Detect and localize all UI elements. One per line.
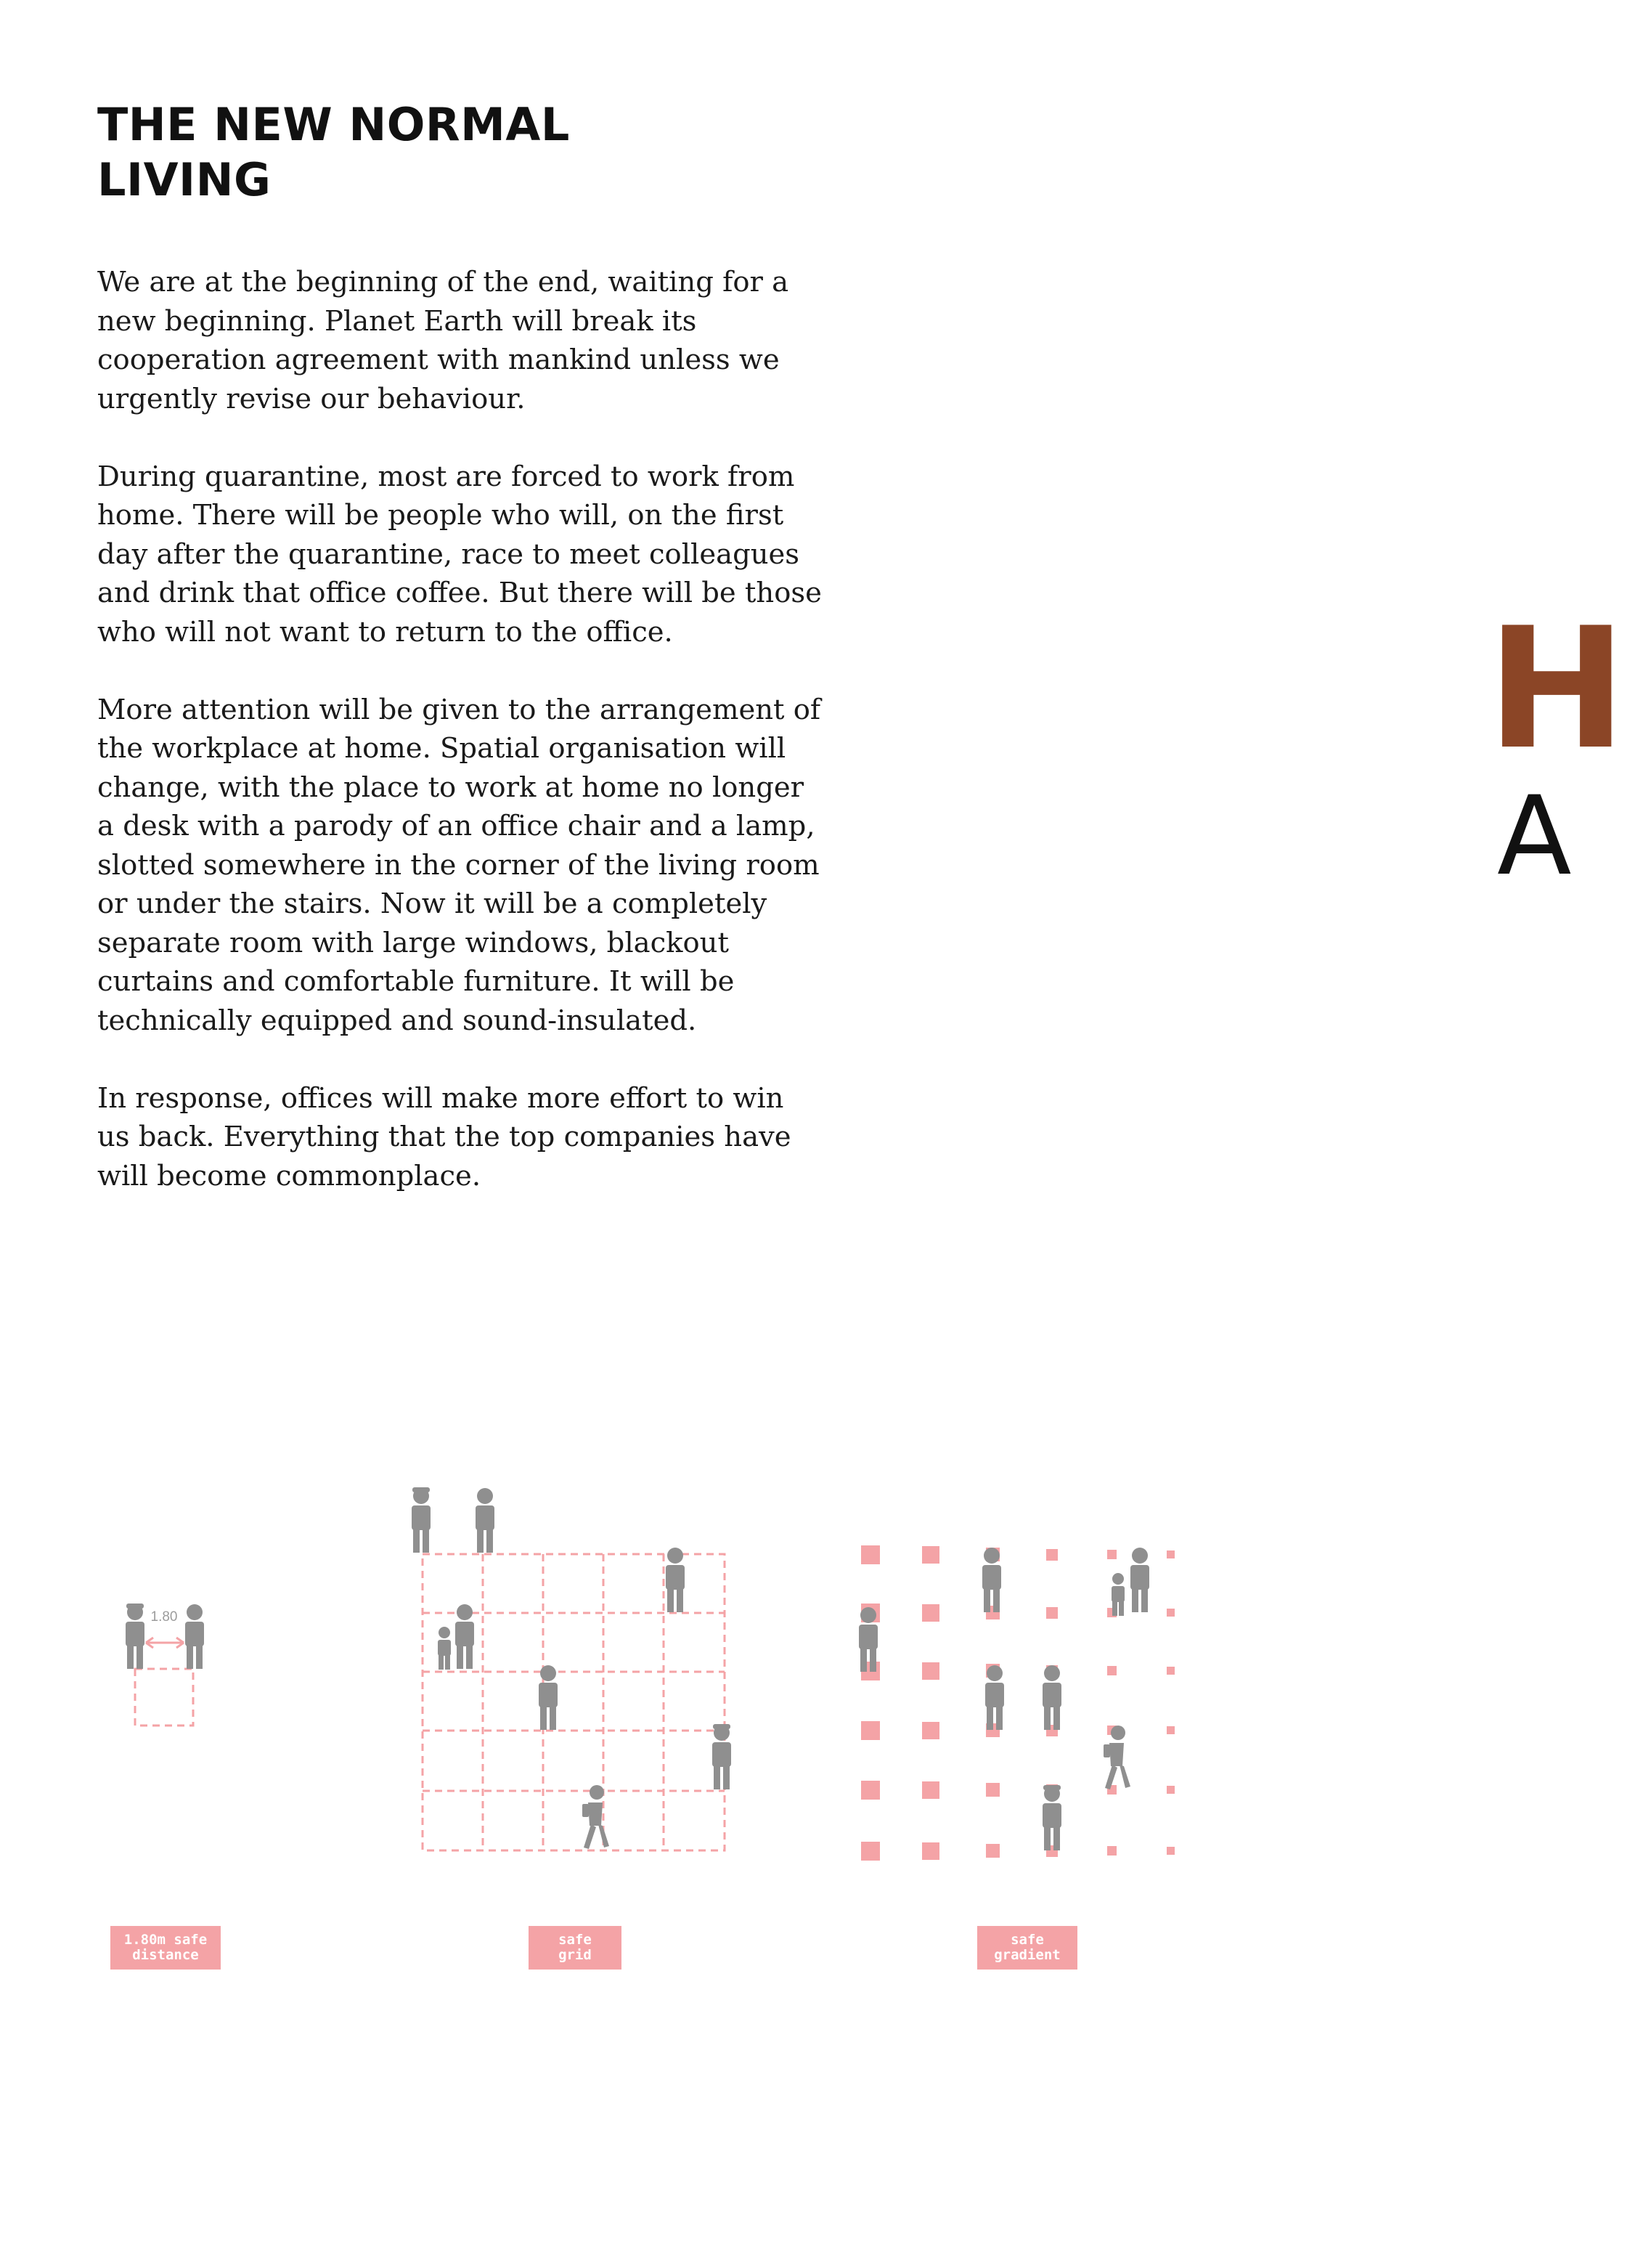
label-safe-distance [110,1926,221,1970]
label-line: grid [558,1947,592,1963]
page-title-line-1: THE NEW NORMAL [97,98,570,151]
paragraph: More attention will be given to the arrangement of the workplace at home. Spatial organisation will change, with the place to work at home no longer a desk with a parody of an office chair and a lamp, slotted somewhere in the corner of the living room or under the stairs. Now it will be a completely separate room with large windows, blackout curtains and comfortable furniture. It will be technically equipped and sound-insulated. [97,693,821,1037]
label-safe-grid [529,1926,621,1970]
person-icon [438,1627,451,1670]
person-icon [412,1487,431,1553]
person-icon [455,1604,474,1669]
paragraph: During quarantine, most are forced to work from home. There will be people who will, on the first day after the quarantine, race to meet colleagues and drink that office coffee. But there will be those who will not want to return to the office. [97,460,822,649]
person-icon [1043,1665,1061,1730]
paragraph: In response, offices will make more effort to win us back. Everything that the top companies have will become commonplace. [97,1081,791,1192]
label-safe-gradient [977,1926,1077,1970]
person-icon [1112,1573,1125,1616]
label-line: distance [132,1947,199,1963]
person-icon [666,1548,685,1612]
distance-cell [135,1669,193,1726]
section-letter-h: H [1487,593,1627,787]
page-title-line-2: LIVING [97,153,272,206]
person-walk-icon [582,1785,609,1849]
safe-gradient-diagram [861,1545,1175,1861]
gradient-people [859,1548,1149,1850]
person-icon [985,1665,1004,1730]
distance-value: 1.80 [150,1609,178,1625]
person-icon [712,1724,731,1789]
section-letter-a: A [1497,773,1572,900]
label-line: safe [1011,1932,1044,1948]
paragraph: We are at the beginning of the end, waiting for a new beginning. Planet Earth will break its cooperation agreement with mankind unless we urgently revise our behaviour. [97,266,789,415]
person-icon [126,1604,144,1669]
person-icon [185,1604,204,1669]
safe-distance-diagram [126,1604,204,1726]
person-icon [982,1548,1001,1612]
label-line: 1.80m safe [123,1932,208,1948]
person-walk-icon [1104,1726,1130,1789]
person-icon [539,1665,558,1730]
person-icon [1130,1548,1149,1612]
label-line: safe [558,1932,592,1948]
person-icon [476,1488,494,1553]
label-line: gradient [994,1947,1061,1963]
person-icon [1043,1785,1061,1850]
grid-people [412,1487,731,1849]
